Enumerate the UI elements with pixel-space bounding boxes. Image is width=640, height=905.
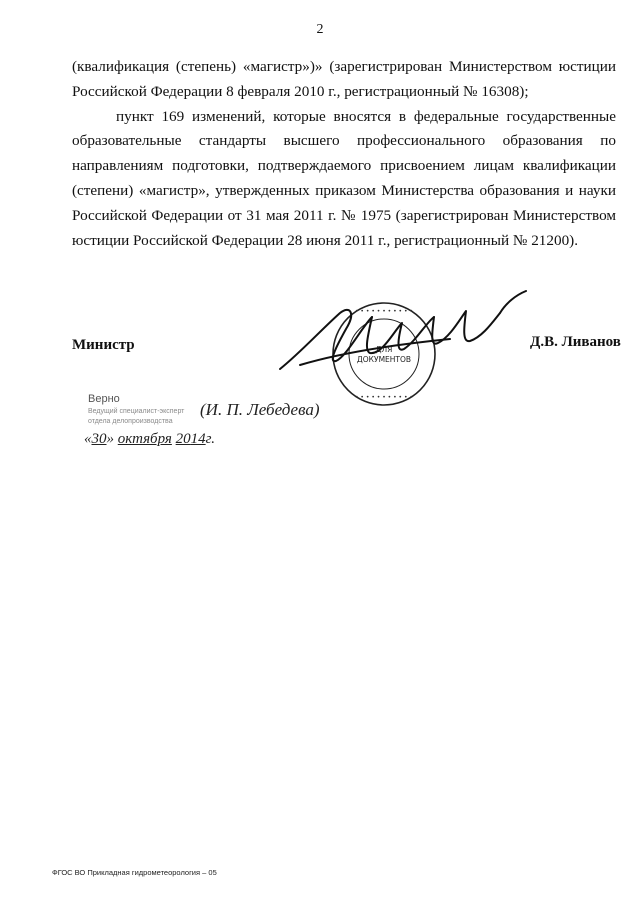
date-g: г. bbox=[205, 431, 216, 447]
date-day: 30 bbox=[91, 431, 107, 447]
page-number: 2 bbox=[316, 22, 324, 37]
document-body bbox=[72, 55, 616, 253]
stamp-text-1: ДЛЯ bbox=[375, 345, 393, 354]
stamp-text-2: ДОКУМЕНТОВ bbox=[356, 355, 412, 364]
date-month: октября bbox=[117, 431, 172, 447]
verifier-department: отдела делопроизводства bbox=[88, 418, 173, 425]
svg-text:• • • • • • • • • • •: • • • • • • • • • • • bbox=[354, 394, 414, 401]
signatory-title: Министр bbox=[72, 337, 135, 353]
verification-date: «30» октября 2014г. bbox=[84, 431, 216, 447]
date-year-suffix: 14 bbox=[190, 431, 206, 447]
handwritten-verifier-name: (И. П. Лебедева) bbox=[200, 400, 320, 419]
footer-text: ФГОС ВО Прикладная гидрометеорология – 05 bbox=[52, 868, 217, 877]
verno-label: Верно bbox=[88, 393, 120, 405]
date-year-prefix: 20 bbox=[175, 431, 191, 447]
signatory-name: Д.В. Ливанов bbox=[530, 334, 621, 350]
signature-image bbox=[270, 283, 550, 393]
paragraph-1: (квалификация (степень) «магистр»)» (зарегистрирован Министерством юстиции Российской Федерации 8 февраля 2010 г., регистрационный № 16308); bbox=[72, 58, 616, 100]
paragraph-2: пункт 169 изменений, которые вносятся в федеральные государственные образовательные стандарты высшего профессионального образования по направлениям подготовки, подтверждаемого присвоением лицам квалификации (степени) «магистр», утвержденных приказом Министерства образования и науки Российской Федерации от 31 мая 2011 г. № 1975 (зарегистрирован Министерством юстиции Российской Федерации 28 июня 2011 г., регистрационный № 21200). bbox=[72, 107, 616, 249]
svg-text:• • • • • • • • • • •: • • • • • • • • • • • bbox=[354, 308, 414, 315]
verifier-position: Ведущий специалист-эксперт bbox=[88, 408, 185, 415]
